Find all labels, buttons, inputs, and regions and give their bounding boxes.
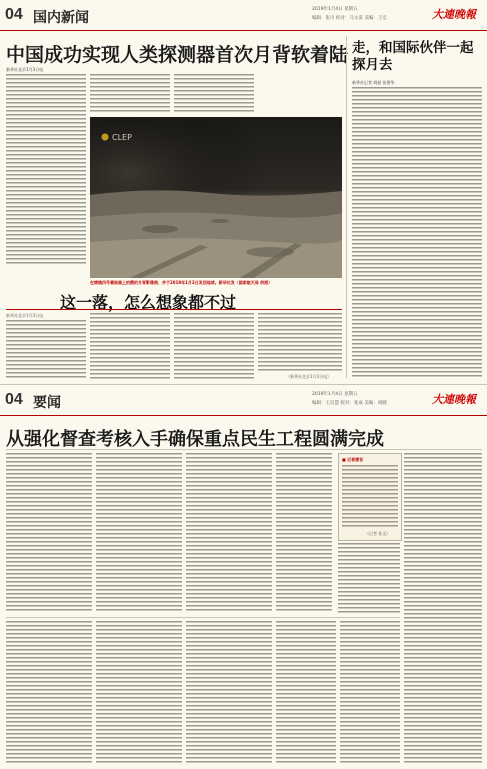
article-column — [90, 313, 170, 380]
reporter-note-box — [338, 453, 402, 541]
sidebar-sign: （记者 孙文） — [365, 531, 391, 536]
main-headline: 从强化督查考核入手确保重点民生工程圆满完成 — [6, 429, 384, 450]
newspaper-page-1 — [0, 0, 487, 384]
article-column — [404, 453, 482, 763]
article-column — [6, 74, 86, 264]
vertical-divider — [346, 36, 347, 378]
divider — [6, 309, 342, 310]
sidebar-title: ■ 记者感言 — [342, 457, 364, 462]
divider — [6, 617, 400, 618]
sub-headline: 这一落，怎么想象都不过 — [60, 293, 237, 312]
byline: 新华社北京1月3日电 — [6, 67, 44, 72]
article-column — [6, 621, 92, 763]
article-column — [96, 453, 182, 613]
page-number: 04 — [5, 6, 23, 23]
source-line: 新华社北京1月3日电 — [6, 313, 44, 318]
right-byline: 新华社记者 胡喆 张建华 — [352, 80, 395, 85]
lunar-far-side-image — [90, 117, 342, 278]
page-number: 04 — [5, 391, 23, 408]
article-column — [258, 313, 342, 373]
article-column — [186, 621, 272, 763]
newspaper-logo: 大連晚報 — [432, 393, 476, 406]
newspaper-page-2 — [0, 384, 487, 769]
page-header — [0, 385, 487, 416]
article-column — [174, 313, 254, 380]
article-column — [352, 87, 482, 378]
date-line: 2019年1月4日 星期五 — [312, 7, 358, 12]
section-title: 国内新闻 — [33, 10, 89, 26]
divider — [6, 449, 482, 450]
article-column — [276, 621, 336, 763]
newspaper-logo: 大連晚報 — [432, 8, 476, 21]
editor-line: 编辑：张川 校对：马文雷 美编：王宏 — [312, 16, 387, 21]
editor-line: 编辑：王启慧 校对：张成 美编：祖晓 — [312, 401, 387, 406]
section-title: 要闻 — [33, 395, 61, 411]
right-headline-text: 走，和国际伙伴一起探月去 — [352, 40, 474, 73]
date-line: 2019年1月4日 星期五 — [312, 392, 358, 397]
article-column — [186, 453, 272, 613]
article-column — [6, 453, 92, 613]
photo-caption-text: 在嫦娥四号着陆器上拍摄的月背影像图，并于2019年1月3日发回地球。新华社发（国家航天局 供图） — [90, 280, 273, 285]
article-column — [174, 74, 254, 114]
article-column — [6, 320, 86, 380]
main-headline: 中国成功实现人类探测器首次月背软着陆 — [6, 44, 349, 66]
article-column — [90, 74, 170, 114]
moon-surface-photo — [90, 117, 342, 278]
article-column — [96, 621, 182, 763]
article-column — [276, 453, 332, 613]
article-column — [340, 621, 400, 763]
page-header — [0, 0, 487, 31]
sidebar-text — [342, 465, 398, 529]
right-headline — [352, 40, 482, 74]
article-column — [338, 543, 400, 613]
photo-caption — [90, 280, 342, 286]
clep-logo-text: CLEP — [112, 133, 132, 142]
continued-note: （新华社北京1月3日电） — [286, 374, 332, 379]
